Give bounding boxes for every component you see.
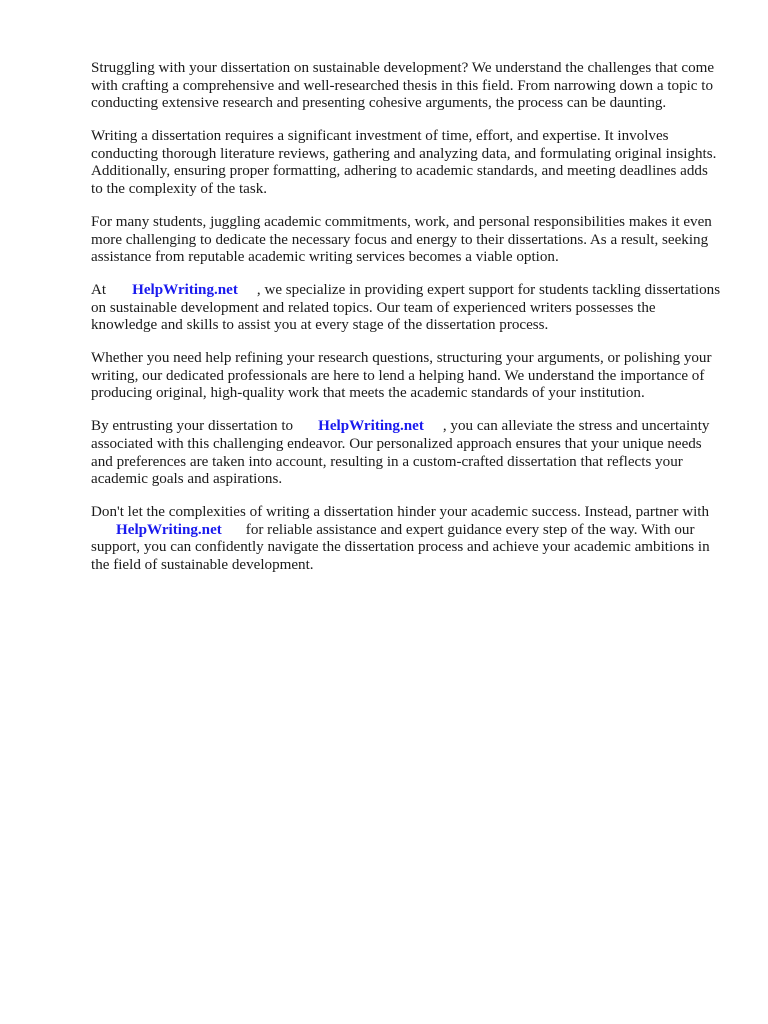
paragraph-intro <box>91 60 721 113</box>
helpwriting-link-3[interactable]: HelpWriting.net <box>116 521 222 538</box>
paragraph-closing-before: Don't let the complexities of writing a dissertation hinder your academic success. Instead, partner with <box>91 504 710 521</box>
paragraph-entrusting-before: By entrusting your dissertation to <box>91 418 294 435</box>
paragraph-requirements-text: Writing a dissertation requires a significant investment of time, effort, and expertise. It involves conducting thorough literature reviews, gathering and analyzing data, and formulating original insights. Additionally, ensuring proper formatting, adhering to academic standards, and meeting deadlines adds to the complexity of the task. <box>91 128 717 197</box>
paragraph-closing-after: for reliable assistance and expert guidance every step of the way. With our support, you can confidently navigate the dissertation process and achieve your academic ambitions in the field of sustainable development. <box>91 521 710 573</box>
helpwriting-link-1[interactable]: HelpWriting.net <box>132 282 238 299</box>
paragraph-service-intro-after: , we specialize in providing expert support for students tackling dissertations on sustainable development and related topics. Our team of experienced writers possesses the knowledge and skills to assist you at every stage of the dissertation process. <box>91 282 721 334</box>
paragraph-entrusting <box>91 418 721 488</box>
paragraph-challenges-text: For many students, juggling academic commitments, work, and personal responsibilities makes it even more challenging to dedicate the necessary focus and energy to their dissertations. As a result, seeking assistance from reputable academic writing services becomes a viable option. <box>91 213 712 266</box>
paragraph-service-intro-before: At <box>91 282 107 299</box>
paragraph-entrusting-after: , you can alleviate the stress and uncertainty associated with this challenging endeavor. Our personalized approach ensures that your unique needs and preferences are taken into account, resulting in a custom-crafted dissertation that reflects your academic goals and aspirations. <box>91 418 710 488</box>
paragraph-closing <box>91 504 721 574</box>
helpwriting-link-2[interactable]: HelpWriting.net <box>318 418 424 435</box>
paragraph-help-options-text: Whether you need help refining your research questions, structuring your arguments, or polishing your writing, our dedicated professionals are here to lend a helping hand. We understand the importance of producing original, high-quality work that meets the academic standards of your institution. <box>91 350 712 402</box>
paragraph-requirements <box>91 128 721 198</box>
paragraph-challenges <box>91 214 721 267</box>
paragraph-help-options <box>91 350 721 403</box>
document-page <box>91 60 721 590</box>
paragraph-service-intro <box>91 282 721 335</box>
paragraph-intro-text: Struggling with your dissertation on sustainable development? We understand the challenges that come with crafting a comprehensive and well-researched thesis in this field. From narrowing down a topic to conducting extensive research and presenting cohesive arguments, the process can be daunting. <box>91 60 715 112</box>
